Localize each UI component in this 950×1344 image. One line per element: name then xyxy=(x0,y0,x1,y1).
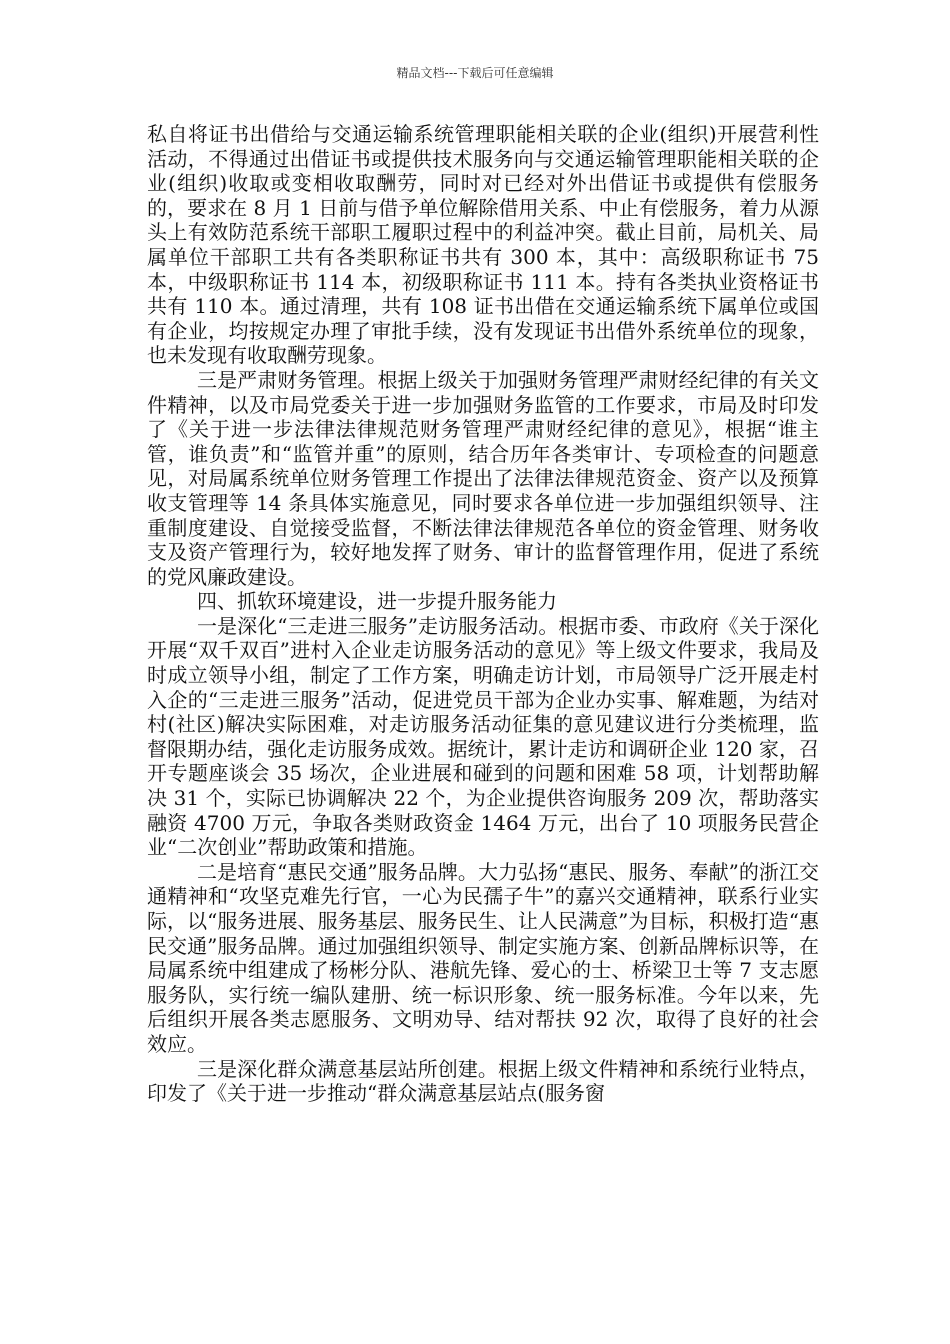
paragraph-financial-management: 三是严肃财务管理。根据上级关于加强财务管理严肃财经纪律的有关文件精神，以及市局党委关于进一步加强财务监管的工作要求，市局及时印发了《关于进一步法律法律规范财务管理严肃财经纪律的意见》，根据“谁主管，谁负责”和“监管并重”的原则，结合历年各类审计、专项检查的问题意见，对局属系统单位财务管理工作提出了法律法律规范资金、资产以及预算收支管理等 14 条具体实施意见，同时要求各单位进一步加强组织领导、注重制度建设、自觉接受监督，不断法律法律规范各单位的资金管理、财务收支及资产管理行为，较好地发挥了财务、审计的监督管理作用，促进了系统的党风廉政建设。 xyxy=(147,367,819,589)
paragraph-visit-service: 一是深化“三走进三服务”走访服务活动。根据市委、市政府《关于深化开展“双千双百”进村入企业走访服务活动的意见》等上级文件要求，我局及时成立领导小组，制定了工作方案，明确走访计划，市局领导广泛开展走村入企的“三走进三服务”活动，促进党员干部为企业办实事、解难题，为结对村(社区)解决实际困难，对走访服务活动征集的意见建议进行分类梳理，监督限期办结，强化走访服务成效。据统计，累计走访和调研企业 120 家，召开专题座谈会 35 场次，企业进展和碰到的问题和困难 58 项，计划帮助解决 31 个，实际已协调解决 22 个，为企业提供咨询服务 209 次，帮助落实融资 4700 万元，争取各类财政资金 1464 万元，出台了 10 项服务民营企业“二次创业”帮助政策和措施。 xyxy=(147,613,819,860)
document-body xyxy=(147,122,819,1106)
section-heading-soft-environment: 四、抓软环境建设，进一步提升服务能力 xyxy=(197,589,557,614)
paragraph-certificate-cleanup: 私自将证书出借给与交通运输系统管理职能相关联的企业(组织)开展营利性活动，不得通过出借证书或提供技术服务向与交通运输管理职能相关联的企业(组织)收取或变相收取酬劳，同时对已经对外出借证书或提供有偿服务的，要求在 8 月 1 日前与借予单位解除借用关系、中止有偿服务，着力从源头上有效防范系统干部职工履职过程中的利益冲突。截止目前，局机关、局属单位干部职工共有各类职称证书共有 300 本，其中：高级职称证书 75 本，中级职称证书 114 本，初级职称证书 111 本。持有各类执业资格证书共有 110 本。通过清理，共有 108 证书出借在交通运输系统下属单位或国有企业，均按规定办理了审批手续，没有发现证书出借外系统单位的现象，也未发现有收取酬劳现象。 xyxy=(147,122,819,368)
paragraph-service-brand: 二是培育“惠民交通”服务品牌。大力弘扬“惠民、服务、奉献”的浙江交通精神和“攻坚克难先行官，一心为民孺子牛”的嘉兴交通精神，联系行业实际，以“服务进展、服务基层、服务民生、让人民满意”为目标，积极打造“惠民交通”服务品牌。通过加强组织领导、制定实施方案、创新品牌标识等，在局属系统中组建成了杨彬分队、港航先锋、爱心的士、桥梁卫士等 7 支志愿服务队，实行统一编队建册、统一标识形象、统一服务标准。今年以来，先后组织开展各类志愿服务、文明劝导、结对帮扶 92 次，取得了良好的社会效应。 xyxy=(147,859,819,1056)
paragraph-grassroots-stations: 三是深化群众满意基层站所创建。根据上级文件精神和系统行业特点，印发了《关于进一步推动“群众满意基层站点(服务窗 xyxy=(147,1056,819,1106)
page-header: 精品文档---下载后可任意编辑 xyxy=(396,66,554,80)
